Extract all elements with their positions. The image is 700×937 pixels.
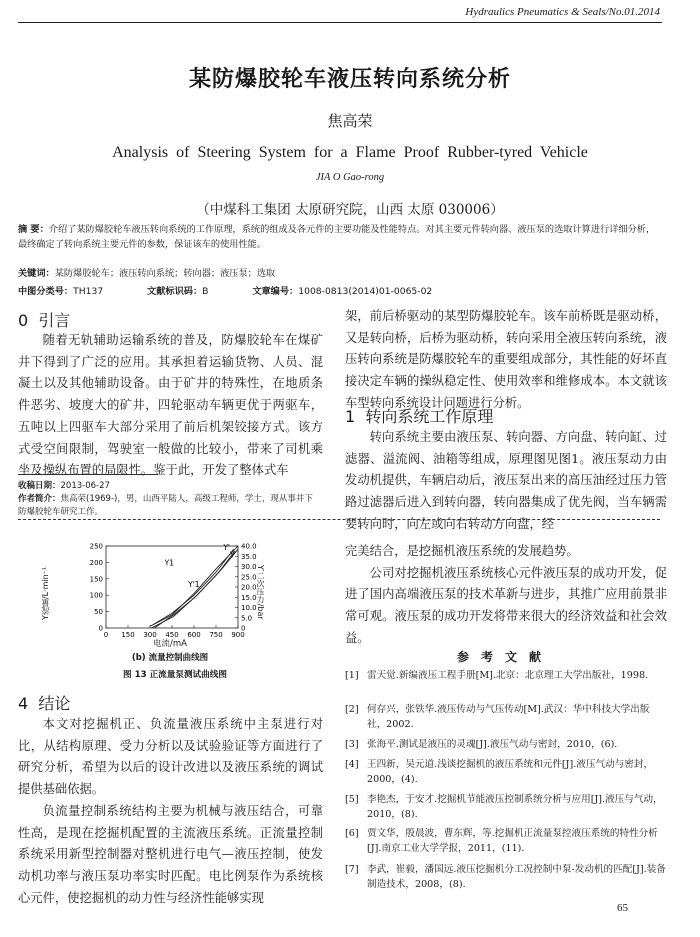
x-tick-label: 0 <box>103 631 109 639</box>
section-1-heading <box>345 404 493 427</box>
conclusion-continuation-paragraph-1: 完美结合，是挖掘机液压系统的发展趋势。 <box>345 544 579 558</box>
intro-continuation-paragraph: 架，前后桥驱动的某型防爆胶轮车。该车前桥既是驱动桥，又是转向桥，后桥为驱动桥，转向采用全液压转向系统，液压转向系统是防爆胶轮车的重要组成部分，其性能的好坏直接决定车辆的操纵稳定性、使用效率和维修成本。本文就该车型转向系统设计问题进行分析。 <box>345 309 667 410</box>
y2-tick-label: 35.0 <box>241 552 257 561</box>
y2-axis-label: Y′二次压力/bar <box>256 564 265 620</box>
reference-text: 贾文华，殷晨波，曹东辉，等.挖掘机正流量泵控液压系统的特性分析[J].南京工业大学学报，2011，(11). <box>367 828 658 854</box>
y-axis-label: Y流量/L·min⁻¹ <box>41 566 50 620</box>
reference-item <box>345 757 667 787</box>
y2-tick-label: 5.0 <box>241 614 253 623</box>
keywords-label: 关键词： <box>18 268 55 279</box>
received-label: 收稿日期： <box>18 481 61 491</box>
x-axis-label: 电流/mA <box>153 639 187 649</box>
bio-text: 焦高荣(1969-)，男，山西平陆人，高级工程师，学士，现从事井下防爆胶轮车研究工作。 <box>18 494 313 517</box>
x-tick-label: 750 <box>209 631 223 639</box>
y-tick-label: 250 <box>89 542 103 551</box>
reference-item <box>345 668 667 683</box>
figure-caption: 图 13 正流量泵测试曲线图 <box>123 670 227 680</box>
received-value: 2013-06-27 <box>60 481 110 491</box>
y-tick-label: 200 <box>89 558 103 567</box>
y2-tick-label: 40.0 <box>241 542 257 551</box>
intro-continuation <box>345 306 667 415</box>
reference-number: [4] <box>345 759 359 770</box>
series-label-y1prime: Y'1 <box>188 580 200 589</box>
reference-item <box>345 792 667 822</box>
page-number: 65 <box>617 902 628 914</box>
x-tick-label: 450 <box>165 631 179 639</box>
section-4-paragraph-2: 负流量控制系统结构主要为机械与液压结合，可靠性高，是现在挖掘机配置的主流液压系统。正流量控制系统采用新型控制器对整机进行电气—液压控制，使发动机功率与液压泵功率实时匹配。电比例泵作为系统核心元件，使挖掘机的动力性与经济性能够实现 <box>18 803 323 905</box>
y2-tick-label: 15.0 <box>241 593 257 602</box>
conclusion-continuation-paragraph-2: 公司对挖掘机液压系统核心元件液压泵的成功开发，促进了国内高端液压泵的技术革新与进步，其推广应用前景非常可观。液压泵的成功开发将带来很大的经济效益和社会效益。 <box>345 565 667 645</box>
y-tick-label: 100 <box>89 591 103 600</box>
section-4-body <box>18 714 323 909</box>
reference-number: [7] <box>345 864 359 875</box>
section-1-title: 转向系统工作原理 <box>365 407 494 426</box>
keywords-text: 某防爆胶轮车；液压转向系统；转向器；液压泵；选取 <box>54 268 276 279</box>
conclusion-continuation <box>345 541 667 650</box>
paper-title: 某防爆胶轮车液压转向系统分析 <box>188 67 511 92</box>
flow-control-chart <box>78 540 268 650</box>
section-1-paragraph: 转向系统主要由液压泵、转向器、方向盘、转向缸、过滤器、溢流阀、油箱等组成，原理图见图1。液压泵动力由发动机提供，车辆启动后，液压泵出来的高压油经过压力管路过滤器后进入到转向器，转向器集成了优先阀，当车辆需要转向时，向左或向右转动方向盘，经 <box>345 430 667 531</box>
reference-text: 雷天觉.新编液压工程手册[M].北京：北京理工大学出版社，1998. <box>367 670 649 681</box>
author-en: JIA O Gao-rong <box>315 172 385 183</box>
reference-text: 李艳杰，于安才.挖掘机节能液压控制系统分析与应用[J].液压与气动，2010，(8). <box>367 794 663 820</box>
reference-number: [6] <box>345 828 359 839</box>
x-tick-label: 300 <box>143 631 157 639</box>
reference-number: [3] <box>345 739 359 750</box>
header-rule <box>18 22 662 23</box>
received-date <box>18 480 318 493</box>
section-4-title: 结论 <box>38 694 71 713</box>
section-0-number: 0 <box>18 311 29 330</box>
section-0-heading <box>18 308 70 331</box>
section-0-paragraph: 随着无轨辅助运输系统的普及，防爆胶轮车在煤矿井下得到了广泛的应用。其承担着运输货物、人员、混凝土以及其他辅助设备。由于矿井的特殊性，在地质条件恶劣、坡度大的矿井，四轮驱动车辆更优于两驱车，五吨以上四驱车大部分采用了前后机架铰接方式。该方式受空间限制，驾驶室一般做的比较小，带来了司机乘坐及操纵布置的局限性。鉴于此，开发了整体式车 <box>18 333 323 478</box>
reference-number: [2] <box>345 704 359 715</box>
y2-tick-label: 25.0 <box>241 573 257 582</box>
x-tick-label: 900 <box>231 631 245 639</box>
abstract-text: 介绍了某防爆胶轮车液压转向系统的工作原理，系统的组成及各元件的主要功能及性能特点。对其主要元件转向器、液压泵的选取计算进行详细分析，最终确定了转向系统主要元件的参数，保证该车的使用性能。 <box>18 224 656 250</box>
footnote-rule <box>18 474 158 475</box>
clc-value: TH137 <box>73 286 104 297</box>
article-label: 文章编号： <box>252 286 299 297</box>
dashed-divider <box>18 519 660 520</box>
doc-value: B <box>202 286 209 297</box>
y2-tick-label: 30.0 <box>241 563 257 571</box>
section-0-body <box>18 330 323 482</box>
reference-item <box>345 702 667 732</box>
reference-number: [1] <box>345 670 359 681</box>
figure-sublabel: (b) 流量控制曲线图 <box>131 653 209 663</box>
author: 焦高荣 <box>327 112 373 130</box>
references-heading: 参考文献 <box>456 650 553 664</box>
reference-item <box>345 737 667 752</box>
abstract <box>18 222 660 252</box>
clc-label: 中图分类号： <box>18 286 74 297</box>
section-4-heading <box>18 691 70 714</box>
reference-number: [5] <box>345 794 359 805</box>
reference-item <box>345 826 667 856</box>
section-1-number: 1 <box>345 407 356 426</box>
y2-tick-label: 0 <box>241 624 246 633</box>
keywords <box>18 266 660 281</box>
y-tick-label: 0 <box>98 624 103 633</box>
reference-text: 张海平.测试是液压的灵魂[J].液压气动与密封，2010，(6). <box>367 739 618 750</box>
series-label-y: Y <box>229 550 235 560</box>
bio-label: 作者简介： <box>18 494 61 504</box>
section-0-title: 引言 <box>38 311 71 330</box>
y-tick-label: 50 <box>94 608 103 617</box>
y2-tick-label: 10.0 <box>241 604 257 612</box>
journal-header: Hydraulics Pneumatics & Seals/No.01.2014 <box>465 6 660 18</box>
article-value: 1008-0813(2014)01-0065-02 <box>298 286 433 297</box>
section-4-paragraph-1: 本文对挖掘机正、负流量液压系统中主泵进行对比，从结构原理、受力分析以及试验验证等方面进行了研究分析，希望为以后的设计改进以及液压系统的调试提供基础依据。 <box>18 717 323 797</box>
footnote <box>18 480 318 519</box>
author-bio <box>18 493 318 519</box>
reference-text: 王四新，吴元道.浅谈挖掘机的液压系统和元件[J].液压气动与密封，2000，(4). <box>367 759 654 785</box>
identifiers <box>18 283 432 297</box>
reference-text: 李武，崔毅，潘国远.液压挖掘机分工况控制中泵-发动机的匹配[J].装备制造技术，2008，(8). <box>367 864 666 890</box>
series-label-yprime: Y' <box>223 542 230 552</box>
reference-text: 何存兴，张铁华.液压传动与气压传动[M].武汉：华中科技大学出版社，2002. <box>367 704 650 730</box>
section-4-number: 4 <box>18 694 29 713</box>
y2-tick-label: 20.0 <box>241 583 257 592</box>
affiliation: （中煤科工集团 太原研究院，山西 太原 030006） <box>196 202 504 218</box>
x-tick-label: 600 <box>187 631 201 639</box>
doc-label: 文献标识码： <box>147 286 203 297</box>
series-label-y1: Y1 <box>164 558 175 568</box>
reference-item <box>345 862 667 892</box>
abstract-label: 摘 要： <box>18 224 49 235</box>
x-tick-label: 150 <box>121 631 135 639</box>
paper-title-en: Analysis of Steering System for a Flame Proof Rubber-tyred Vehicle <box>112 144 588 161</box>
y-tick-label: 150 <box>89 575 103 584</box>
